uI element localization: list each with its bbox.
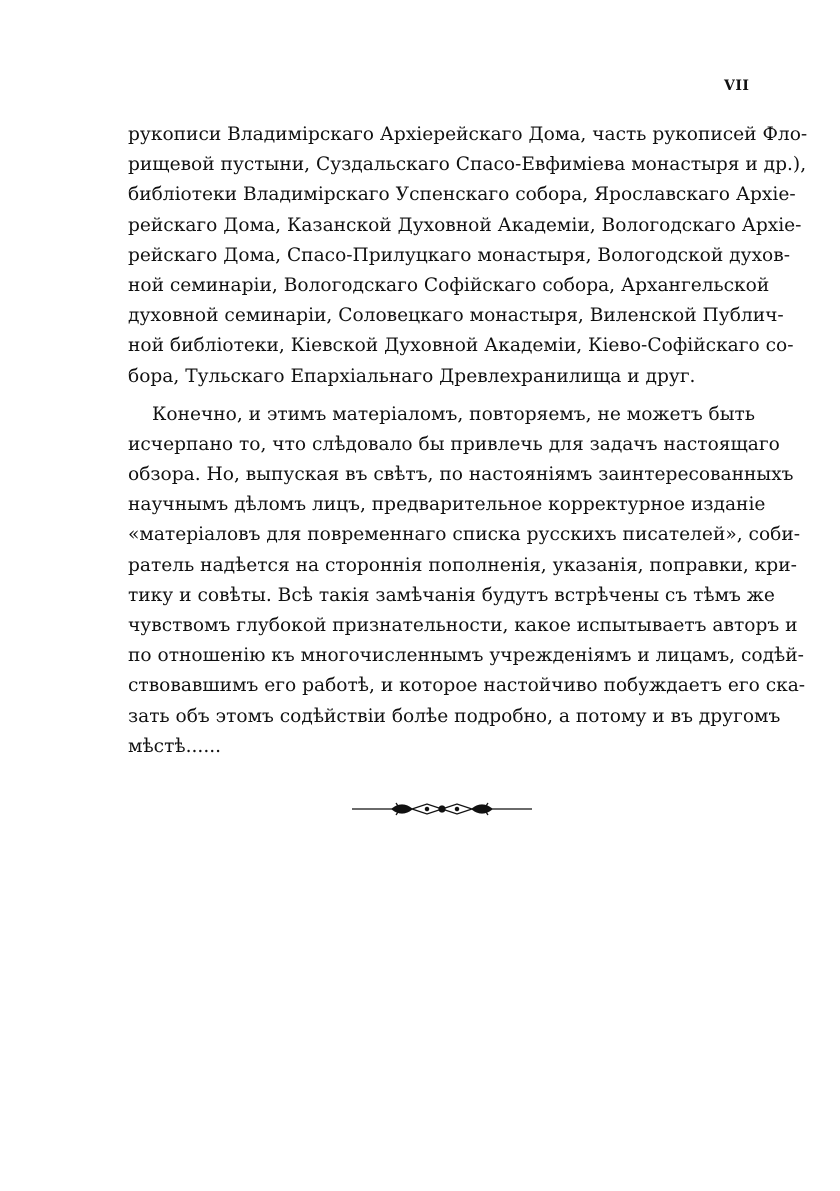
text-line: исчерпано то, что слѣдовало бы привлечь для задачъ настоящаго [128,433,780,455]
text-line: обзора. Но, выпуская въ свѣтъ, по настояніямъ заинтересованныхъ [128,464,794,486]
text-line: библіотеки Владимірскаго Успенскаго собора, Ярославскаго Архіе- [128,184,796,206]
decorative-divider-ornament-icon [352,799,532,819]
text-line: духовной семинаріи, Соловецкаго монастыря, Виленской Публич- [128,305,784,327]
text-line: ной семинаріи, Вологодскаго Софійскаго собора, Архангельской [128,274,770,296]
text-line: рейскаго Дома, Спасо-Прилуцкаго монастыря, Вологодской духов- [128,244,791,266]
text-line: рукописи Владимірскаго Архіерейскаго Дома, часть рукописей Фло- [128,124,808,145]
text-line: ствовавшимъ его работѣ, и которое настойчиво побуждаетъ его ска- [128,675,806,697]
text-line: по отношенію къ многочисленнымъ учрежденіямъ и лицамъ, содѣй- [128,645,804,667]
body-text [128,120,808,762]
text-line: Конечно, и этимъ матеріаломъ, повторяемъ, не можетъ быть [152,403,755,425]
paragraph-1 [128,120,808,392]
page-number: VII [724,78,750,94]
text-line: чувствомъ глубокой признательности, какое испытываетъ авторъ и [128,615,798,636]
text-line: научнымъ дѣломъ лицъ, предварительное корректурное изданіе [128,494,766,516]
text-line: рищевой пустыни, Суздальскаго Спасо-Евфиміева монастыря и др.), [128,154,807,176]
paragraph-gap [128,392,754,400]
text-line: бора, Тульскаго Епархіальнаго Древлехранилища и друг. [128,365,696,387]
text-line: ратель надѣется на стороннія пополненія, указанія, поправки, кри- [128,554,797,576]
text-line: «матеріаловъ для повременнаго списка русскихъ писателей», соби- [128,524,801,546]
paragraph-2 [128,400,806,762]
text-line: тику и совѣты. Всѣ такія замѣчанія будутъ встрѣчены съ тѣмъ же [128,584,775,606]
text-line: рейскаго Дома, Казанской Духовной Академіи, Вологодскаго Архіе- [128,214,802,236]
text-line: ной библіотеки, Кіевской Духовной Академіи, Кіево-Софійскаго со- [128,335,794,357]
text-line: зать объ этомъ содѣйствіи болѣе подробно, а потому и въ другомъ [128,705,781,727]
text-line: мѣстѣ...... [128,735,222,757]
